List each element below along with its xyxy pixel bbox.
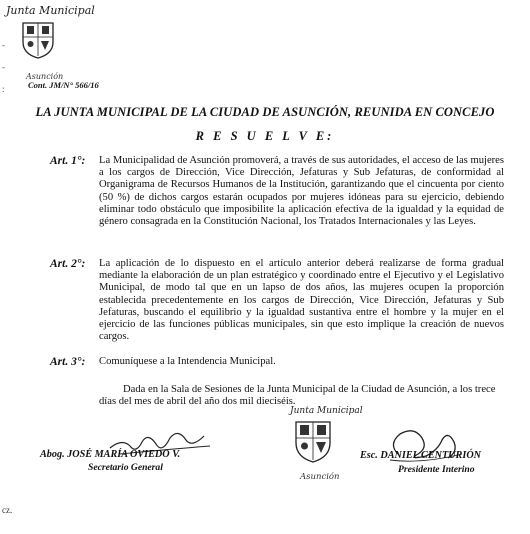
document-reference: Cont. JM/N° 566/16 [28, 80, 99, 90]
coat-of-arms-stamp [292, 418, 334, 464]
article-2-text: La aplicación de lo dispuesto en el artículo anterior deberá realizarse de forma gradual mediante la elaboración de un plan estratégico y coordinado entre el Ejecutivo y el Legislativo Municipal, de modo tal que en un lapso de dos años, las mujeres ocupen la proporción establecida precedentemente en los cargos de Dirección, Vice Dirección, Jefaturas y Sub Jefaturas, buscando el equilibrio y la igualdad sustantiva entre el hombre y la mujer en el ejercicio de las funciones públicas municipales, sin que esto implique la creación de nuevos cargos. [99, 258, 504, 343]
stamp-script-bottom: Asunción [300, 472, 340, 482]
article-1-text: La Municipalidad de Asunción promoverá, a través de sus autoridades, el acceso de las mujeres a los cargos de Dirección, Vice Dirección, Jefaturas y Sub Jefaturas, de conformidad al Organigrama de Recursos Humanos de la Institución, garantizando que el cincuenta por ciento (50 %) de dichos cargos estarán ocupados por mujeres idóneas para su ejercicio, debiendo eliminar todo obstáculo que imposibilite la aplicación efectiva de la igualdad y la equidad de género consagrada en la Constitución Nacional, los Tratados Internacionales y las Leyes. [99, 155, 504, 228]
article-2-label: Art. 2°: [50, 258, 86, 270]
left-signatory-role: Secretario General [88, 462, 163, 473]
document-title: LA JUNTA MUNICIPAL DE LA CIUDAD DE ASUNCIÓN, REUNIDA EN CONCEJO [35, 105, 495, 119]
margin-mark: - [2, 40, 5, 50]
resuelve-heading: R E S U E L V E: [195, 129, 335, 143]
margin-mark: : [2, 84, 5, 94]
letterhead-script: Junta Municipal [6, 4, 95, 17]
coat-of-arms-logo [20, 20, 56, 60]
right-signatory-name: Esc. DANIEL CENTURIÓN [360, 450, 482, 461]
closing-line-1: Dada en la Sala de Sesiones de la Junta Municipal de la Ciudad de Asunción, a los trece [123, 384, 496, 395]
letterhead-city: Asunción [26, 72, 64, 81]
handwritten-signature-right [378, 424, 468, 468]
article-1-label: Art. 1°: [50, 155, 86, 167]
typist-initials: cz. [2, 505, 13, 515]
stamp-script-top: Junta Municipal [290, 406, 363, 416]
article-3-label: Art. 3°: [50, 356, 86, 368]
right-signatory-role: Presidente Interino [398, 464, 475, 475]
margin-mark: - [2, 62, 5, 72]
closing-line-2: días del mes de abril del año dos mil dieciséis. [99, 396, 296, 407]
left-signatory-name: Abog. JOSÉ MARÍA OVIEDO V. [40, 449, 181, 460]
article-3-text: Comuníquese a la Intendencia Municipal. [99, 356, 276, 367]
